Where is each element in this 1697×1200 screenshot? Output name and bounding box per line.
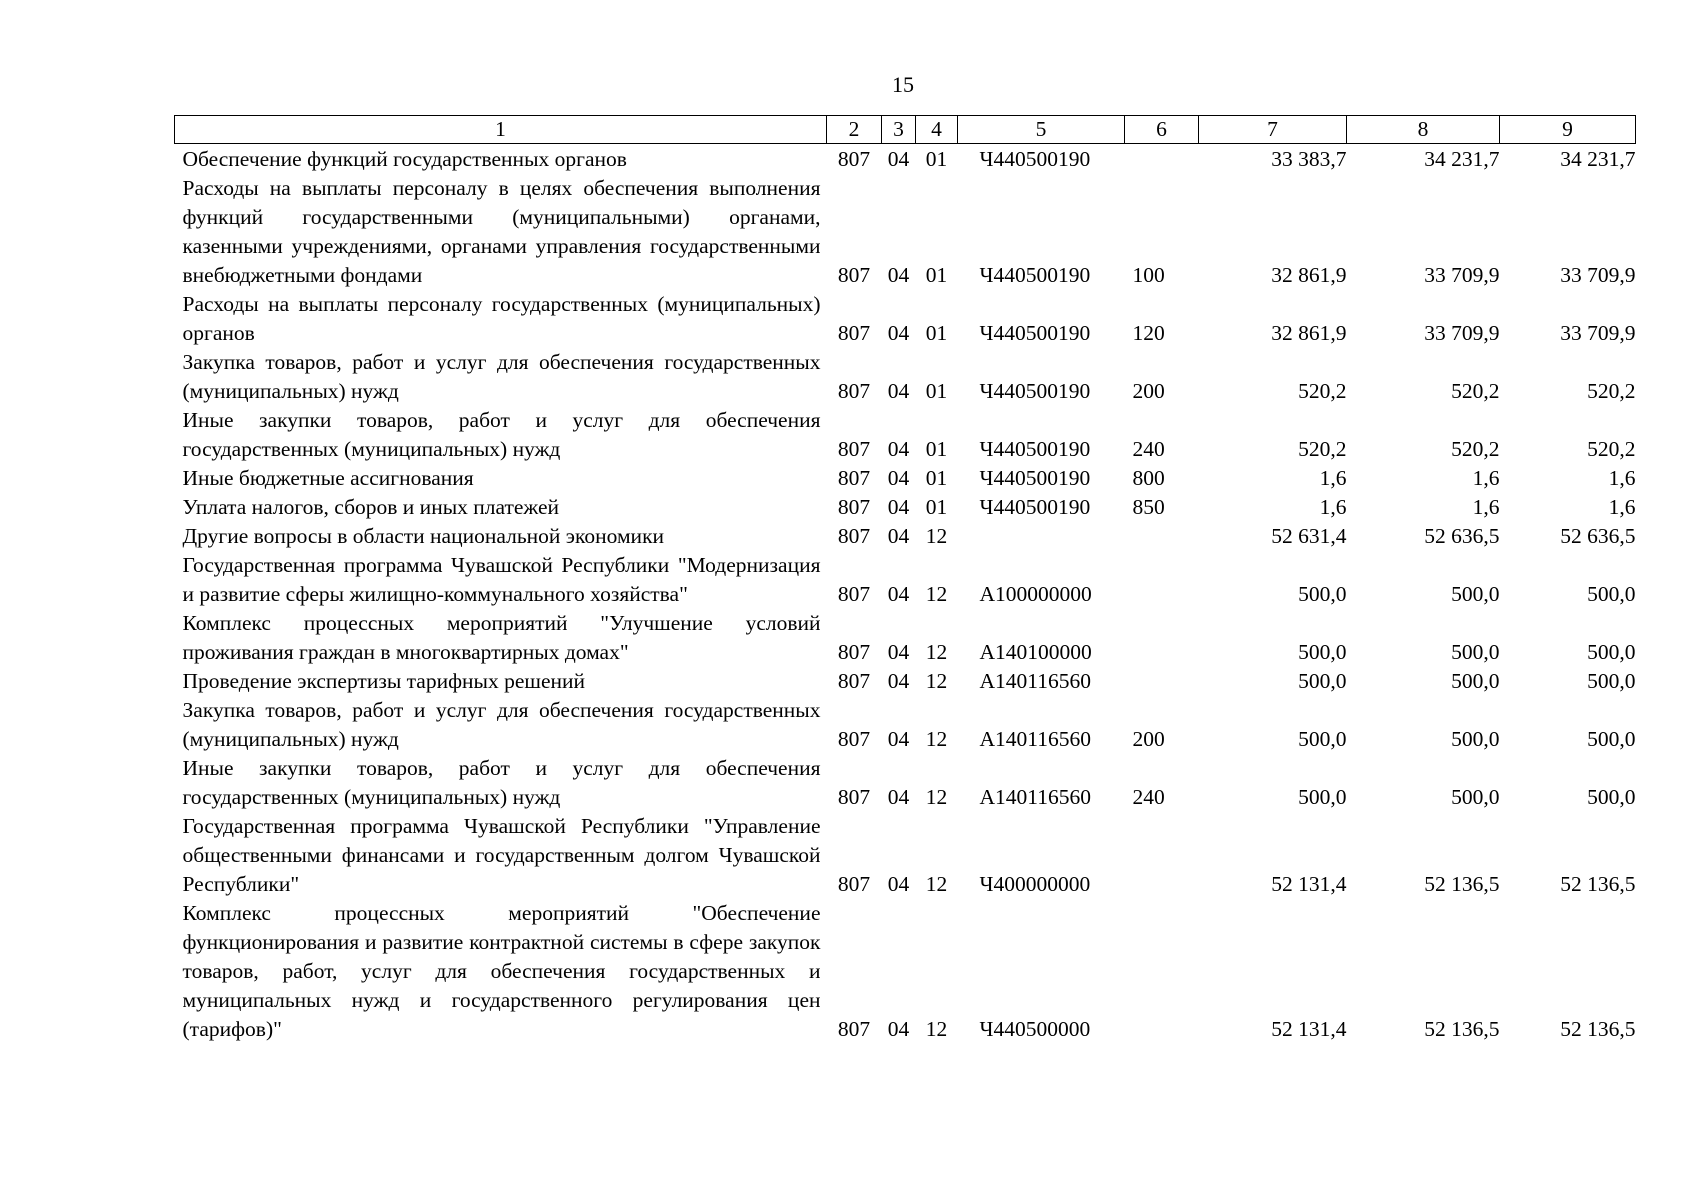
table-row xyxy=(175,754,1636,812)
row-ministry-code: 807 xyxy=(837,872,871,896)
row-target-code: Ч440500190 xyxy=(979,437,1091,461)
row-ministry-code: 807 xyxy=(837,437,871,461)
row-subsection-code: 12 xyxy=(925,727,948,751)
table-row xyxy=(175,899,1636,1044)
table-row xyxy=(175,812,1636,899)
row-ministry-code: 807 xyxy=(837,727,871,751)
table-row xyxy=(175,667,1636,696)
row-name: Государственная программа Чувашской Республики "Модернизация и развитие сферы жилищно-коммунального хозяйства" xyxy=(182,553,821,606)
row-subsection-code: 01 xyxy=(925,147,948,171)
row-expense-type: 100 xyxy=(1132,263,1165,287)
row-target-code: Ч400000000 xyxy=(979,872,1091,896)
row-value-col8: 34 231,7 xyxy=(1424,147,1500,171)
row-ministry-code: 807 xyxy=(837,147,871,171)
row-value-col8: 500,0 xyxy=(1451,727,1500,751)
row-value-col9: 34 231,7 xyxy=(1560,147,1636,171)
row-subsection-code: 01 xyxy=(925,437,948,461)
header-row xyxy=(175,116,1636,144)
row-section-code: 04 xyxy=(887,321,910,345)
row-section-code: 04 xyxy=(887,524,910,548)
row-expense-type: 120 xyxy=(1132,321,1165,345)
row-name: Расходы на выплаты персоналу государственных (муниципальных) органов xyxy=(182,292,821,345)
row-subsection-code: 01 xyxy=(925,379,948,403)
row-value-col7: 33 383,7 xyxy=(1271,147,1347,171)
row-target-code: Ч440500190 xyxy=(979,321,1091,345)
row-subsection-code: 12 xyxy=(925,582,948,606)
row-name: Иные закупки товаров, работ и услуг для обеспечения государственных (муниципальных) нужд xyxy=(182,408,821,461)
row-section-code: 04 xyxy=(887,640,910,664)
row-value-col7: 1,6 xyxy=(1319,466,1347,490)
row-target-code: Ч440500190 xyxy=(979,495,1091,519)
table-row xyxy=(175,290,1636,348)
header-col-7: 7 xyxy=(1199,116,1347,144)
table-header xyxy=(175,116,1636,144)
row-expense-type xyxy=(1125,899,1199,1044)
row-target-code: Ч440500190 xyxy=(979,466,1091,490)
row-value-col9: 52 136,5 xyxy=(1560,1017,1636,1041)
row-section-code: 04 xyxy=(887,495,910,519)
row-value-col9: 500,0 xyxy=(1587,669,1636,693)
row-value-col8: 1,6 xyxy=(1472,495,1500,519)
row-target-code: Ч440500190 xyxy=(979,147,1091,171)
row-expense-type xyxy=(1125,551,1199,609)
row-target-code: А140116560 xyxy=(979,785,1091,809)
row-section-code: 04 xyxy=(887,437,910,461)
row-value-col8: 500,0 xyxy=(1451,582,1500,606)
row-expense-type xyxy=(1125,609,1199,667)
row-subsection-code: 12 xyxy=(925,1017,948,1041)
table-row xyxy=(175,696,1636,754)
row-section-code: 04 xyxy=(887,466,910,490)
header-col-2: 2 xyxy=(827,116,882,144)
row-ministry-code: 807 xyxy=(837,785,871,809)
row-expense-type xyxy=(1125,144,1199,175)
row-ministry-code: 807 xyxy=(837,640,871,664)
table-row xyxy=(175,174,1636,290)
header-col-6: 6 xyxy=(1125,116,1199,144)
row-value-col8: 500,0 xyxy=(1451,640,1500,664)
row-value-col9: 500,0 xyxy=(1587,582,1636,606)
row-target-code xyxy=(958,522,1125,551)
row-value-col9: 33 709,9 xyxy=(1560,321,1636,345)
row-subsection-code: 12 xyxy=(925,872,948,896)
row-value-col8: 52 636,5 xyxy=(1424,524,1500,548)
row-target-code: Ч440500190 xyxy=(979,263,1091,287)
row-value-col8: 500,0 xyxy=(1451,785,1500,809)
row-expense-type xyxy=(1125,812,1199,899)
row-value-col8: 520,2 xyxy=(1451,437,1500,461)
row-value-col7: 32 861,9 xyxy=(1271,263,1347,287)
header-col-9: 9 xyxy=(1500,116,1636,144)
row-section-code: 04 xyxy=(887,263,910,287)
table-row xyxy=(175,464,1636,493)
row-name: Комплекс процессных мероприятий "Обеспечение функционирования и развитие контрактной системы в сфере закупок товаров, работ, услуг для обеспечения государственных и муниципальных нужд и государственного регулирования цен (тарифов)" xyxy=(182,901,821,1041)
row-subsection-code: 12 xyxy=(925,524,948,548)
row-value-col8: 520,2 xyxy=(1451,379,1500,403)
row-value-col9: 52 136,5 xyxy=(1560,872,1636,896)
row-subsection-code: 12 xyxy=(925,785,948,809)
row-value-col9: 1,6 xyxy=(1608,466,1636,490)
table-body xyxy=(175,144,1636,1045)
row-subsection-code: 01 xyxy=(925,495,948,519)
row-value-col8: 1,6 xyxy=(1472,466,1500,490)
row-value-col7: 52 631,4 xyxy=(1271,524,1347,548)
row-subsection-code: 01 xyxy=(925,263,948,287)
row-section-code: 04 xyxy=(887,669,910,693)
row-expense-type: 240 xyxy=(1132,437,1165,461)
header-col-1: 1 xyxy=(175,116,827,144)
row-value-col7: 500,0 xyxy=(1298,640,1347,664)
row-section-code: 04 xyxy=(887,147,910,171)
table-row xyxy=(175,348,1636,406)
row-subsection-code: 01 xyxy=(925,466,948,490)
row-target-code: А100000000 xyxy=(979,582,1092,606)
row-expense-type: 200 xyxy=(1132,379,1165,403)
row-value-col8: 52 136,5 xyxy=(1424,1017,1500,1041)
row-name: Государственная программа Чувашской Республики "Управление общественными финансами и государственным долгом Чувашской Республики" xyxy=(182,814,821,896)
row-value-col9: 1,6 xyxy=(1608,495,1636,519)
row-expense-type xyxy=(1125,522,1199,551)
row-section-code: 04 xyxy=(887,785,910,809)
row-value-col7: 500,0 xyxy=(1298,785,1347,809)
row-name: Обеспечение функций государственных органов xyxy=(182,147,627,171)
row-expense-type xyxy=(1125,667,1199,696)
row-subsection-code: 01 xyxy=(925,321,948,345)
row-value-col7: 500,0 xyxy=(1298,582,1347,606)
row-ministry-code: 807 xyxy=(837,1017,871,1041)
row-name: Иные закупки товаров, работ и услуг для обеспечения государственных (муниципальных) нужд xyxy=(182,756,821,809)
row-section-code: 04 xyxy=(887,582,910,606)
row-name: Комплекс процессных мероприятий "Улучшение условий проживания граждан в многоквартирных домах" xyxy=(182,611,821,664)
row-name: Иные бюджетные ассигнования xyxy=(182,466,474,490)
row-name: Расходы на выплаты персоналу в целях обеспечения выполнения функций государственными (муниципальными) органами, казенными учреждениями, органами управления государственными внебюджетными фондами xyxy=(182,176,821,287)
row-name: Другие вопросы в области национальной экономики xyxy=(182,524,665,548)
table-row xyxy=(175,144,1636,175)
row-section-code: 04 xyxy=(887,379,910,403)
row-name: Проведение экспертизы тарифных решений xyxy=(182,669,586,693)
row-section-code: 04 xyxy=(887,727,910,751)
row-expense-type: 850 xyxy=(1132,495,1165,519)
row-value-col7: 520,2 xyxy=(1298,437,1347,461)
row-expense-type: 240 xyxy=(1132,785,1165,809)
row-value-col7: 32 861,9 xyxy=(1271,321,1347,345)
table-row xyxy=(175,493,1636,522)
row-value-col9: 52 636,5 xyxy=(1560,524,1636,548)
row-value-col8: 500,0 xyxy=(1451,669,1500,693)
row-value-col9: 33 709,9 xyxy=(1560,263,1636,287)
row-target-code: А140100000 xyxy=(979,640,1092,664)
budget-table xyxy=(174,115,1636,1044)
row-value-col8: 33 709,9 xyxy=(1424,321,1500,345)
row-value-col9: 500,0 xyxy=(1587,785,1636,809)
table-row xyxy=(175,406,1636,464)
row-ministry-code: 807 xyxy=(837,466,871,490)
row-value-col9: 520,2 xyxy=(1587,379,1636,403)
row-value-col7: 500,0 xyxy=(1298,727,1347,751)
header-col-4: 4 xyxy=(916,116,958,144)
row-name: Закупка товаров, работ и услуг для обеспечения государственных (муниципальных) нужд xyxy=(182,698,821,751)
row-ministry-code: 807 xyxy=(837,321,871,345)
row-ministry-code: 807 xyxy=(837,495,871,519)
row-subsection-code: 12 xyxy=(925,640,948,664)
table-row xyxy=(175,551,1636,609)
row-value-col7: 1,6 xyxy=(1319,495,1347,519)
row-expense-type: 200 xyxy=(1132,727,1165,751)
row-expense-type: 800 xyxy=(1132,466,1165,490)
row-value-col7: 52 131,4 xyxy=(1271,872,1347,896)
header-col-5: 5 xyxy=(958,116,1125,144)
row-target-code: Ч440500000 xyxy=(979,1017,1091,1041)
header-col-3: 3 xyxy=(882,116,916,144)
row-value-col8: 52 136,5 xyxy=(1424,872,1500,896)
header-col-8: 8 xyxy=(1347,116,1500,144)
row-section-code: 04 xyxy=(887,872,910,896)
row-name: Закупка товаров, работ и услуг для обеспечения государственных (муниципальных) нужд xyxy=(182,350,821,403)
row-name: Уплата налогов, сборов и иных платежей xyxy=(182,495,560,519)
row-section-code: 04 xyxy=(887,1017,910,1041)
row-ministry-code: 807 xyxy=(837,524,871,548)
row-ministry-code: 807 xyxy=(837,263,871,287)
table-row xyxy=(175,609,1636,667)
row-ministry-code: 807 xyxy=(837,669,871,693)
row-value-col9: 520,2 xyxy=(1587,437,1636,461)
row-value-col8: 33 709,9 xyxy=(1424,263,1500,287)
row-ministry-code: 807 xyxy=(837,582,871,606)
row-value-col7: 500,0 xyxy=(1298,669,1347,693)
row-ministry-code: 807 xyxy=(837,379,871,403)
table-row xyxy=(175,522,1636,551)
row-subsection-code: 12 xyxy=(925,669,948,693)
row-value-col9: 500,0 xyxy=(1587,727,1636,751)
row-value-col9: 500,0 xyxy=(1587,640,1636,664)
page-number: 15 xyxy=(892,72,914,97)
row-target-code: А140116560 xyxy=(979,727,1091,751)
row-target-code: А140116560 xyxy=(979,669,1091,693)
row-target-code: Ч440500190 xyxy=(979,379,1091,403)
row-value-col7: 520,2 xyxy=(1298,379,1347,403)
row-value-col7: 52 131,4 xyxy=(1271,1017,1347,1041)
